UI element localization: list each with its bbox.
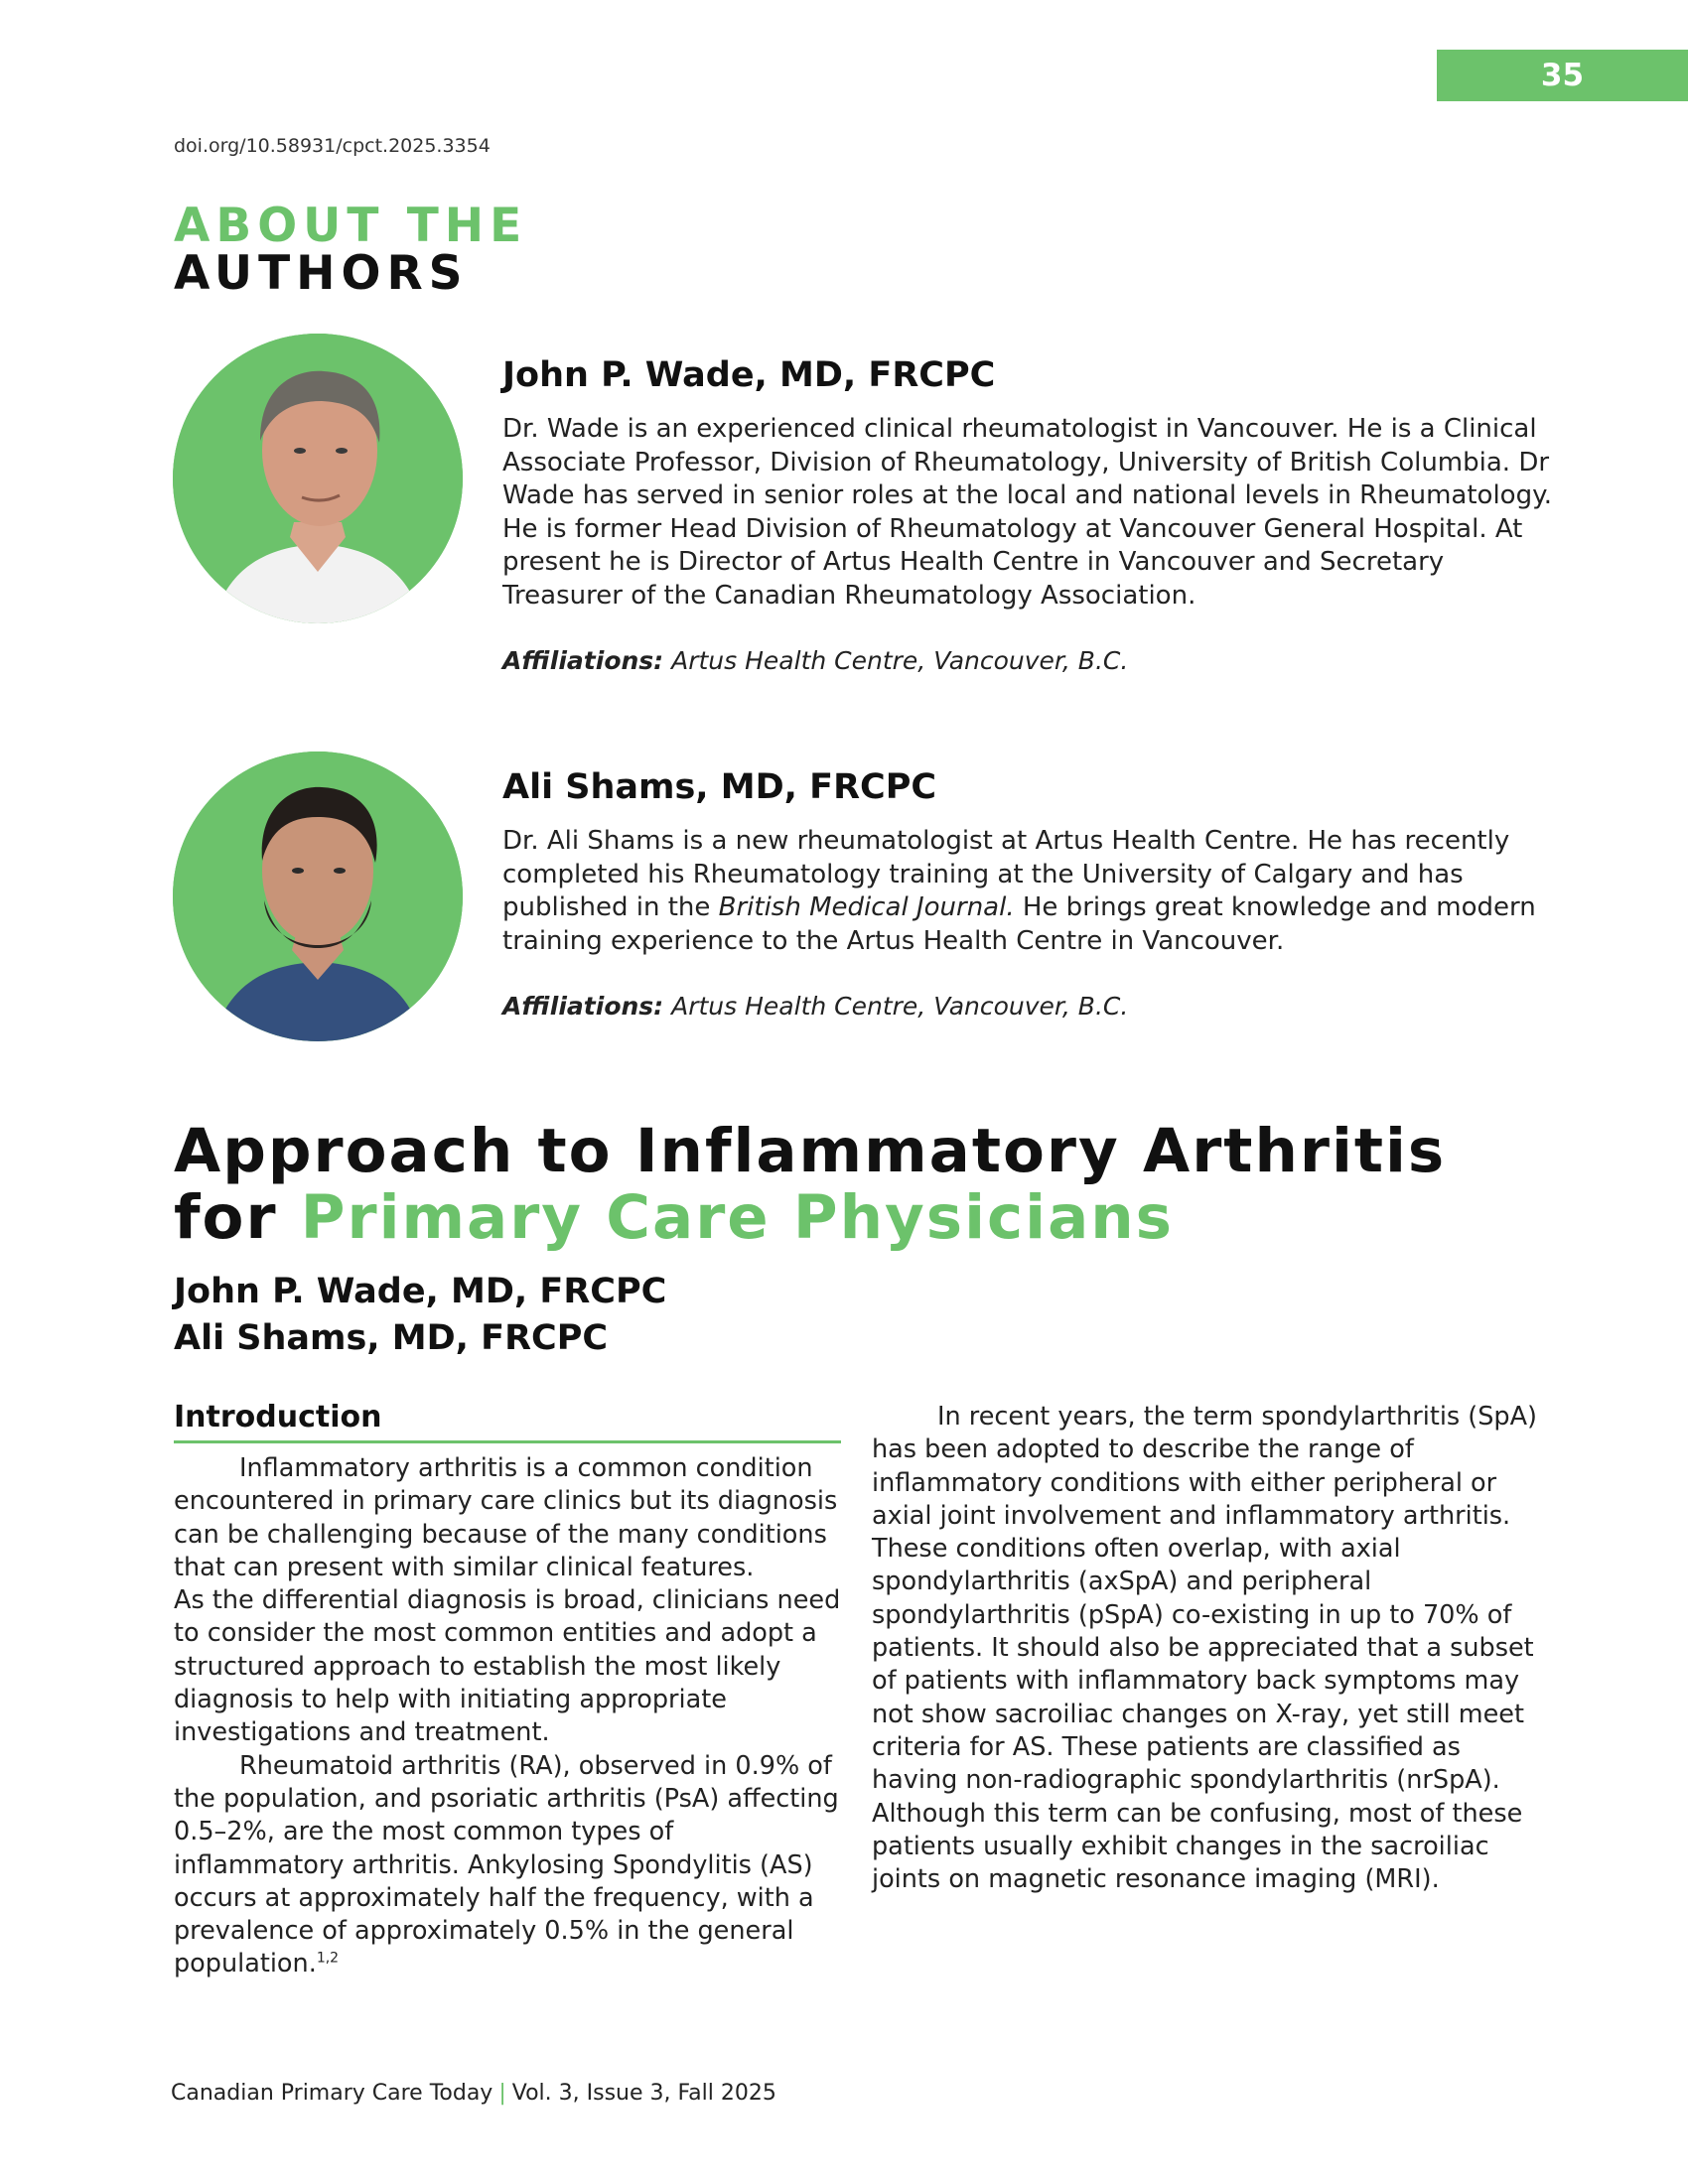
paragraph: In recent years, the term spondylarthritis (SpA) has been adopted to describe the range of inflammatory conditions with either peripheral or axial joint involvement and inflammatory arthritis. These conditions often overlap, with axial spondylarthritis (axSpA) and peripheral spondylarthritis (pSpA) co-existing in up to 70% of patients. It should also be appreciated that a subset of patients with inflammatory back symptoms may not show sacroiliac changes on X-ray, yet still meet criteria for AS. These patients are classified as having non-radiographic spondylarthritis (nrSpA). Although this term can be confusing, most of these patients usually exhibit changes in the sacroiliac joints on magnetic resonance imaging (MRI). [872,1402,1538,1895]
article-title-line1: Approach to Inflammatory Arthritis [174,1116,1447,1186]
paragraph [174,1750,849,1981]
article-title [174,1118,1446,1251]
footer-journal-name: Canadian Primary Care Today [171,2081,493,2106]
affiliation-value: Artus Health Centre, Vancouver, B.C. [671,646,1129,675]
byline-author-1: John P. Wade, MD, FRCPC [174,1272,667,1311]
section-heading-introduction: Introduction [174,1400,841,1443]
byline-author-2: Ali Shams, MD, FRCPC [174,1318,609,1358]
author-bio-wade: Dr. Wade is an experienced clinical rheumatologist in Vancouver. He is a Clinical Associate Professor, Division of Rheumatology, University of British Columbia. Dr Wade has served in senior roles at the local and national levels in Rheumatology. He is former Head Division of Rheumatology at Vancouver General Hospital. At present he is Director of Artus Health Centre in Vancouver and Secretary Treasurer of the Canadian Rheumatology Association. [502,414,1553,611]
author-affiliation-wade [502,646,1128,675]
article-title-for: for [174,1182,301,1253]
body-column-left [174,1452,849,1981]
body-column-right [872,1401,1547,1896]
author-photo-wade [173,334,463,623]
bio-journal-name: British Medical Journal. [718,892,1015,922]
paragraph-text: Rheumatoid arthritis (RA), observed in 0.9% of the population, and psoriatic arthritis (PsA) affecting 0.5–2%, are the most common types of inflammatory arthritis. Ankylosing Spondylitis (AS) occurs at approximately half the frequency, with a prevalence of approximately 0.5% in the general population. [174,1750,839,1979]
article-byline [174,1269,666,1362]
citation-superscript: 1,2 [316,1950,340,1967]
author-name-wade: John P. Wade, MD, FRCPC [502,355,996,395]
author-affiliation-shams [502,992,1128,1021]
page-number-badge: 35 [1437,50,1688,101]
footer-separator: | [498,2081,506,2106]
bio-text-part1: Dr. Ali Shams is a new rheumatologist at Artus Health Centre. He has recently completed his Rheumatology training at the University of Calgary and has published in the [502,826,1510,922]
paragraph: As the differential diagnosis is broad, clinicians need to consider the most common entities and adopt a structured approach to establish the most likely diagnosis to help with initiating appropriate investigations and treatment. [174,1585,841,1748]
affiliation-label: Affiliations: [502,646,664,675]
about-authors-heading [174,199,528,301]
article-title-line2 [174,1184,1446,1251]
article-title-highlight: Primary Care Physicians [300,1182,1174,1253]
footer-issue: Vol. 3, Issue 3, Fall 2025 [511,2081,776,2106]
page-footer [171,2081,776,2106]
author-bio-shams [502,825,1555,958]
author-photo-shams [173,751,463,1041]
about-heading-line2: AUTHORS [174,246,469,301]
about-heading-line1: ABOUT THE [174,199,528,253]
portrait-shams-image [173,751,463,1041]
affiliation-value: Artus Health Centre, Vancouver, B.C. [671,992,1129,1021]
bio-text-part2: He brings great knowledge and modern training experience to the Artus Health Centre in Vancouver. [502,892,1536,956]
author-name-shams: Ali Shams, MD, FRCPC [502,767,937,807]
doi-link[interactable]: doi.org/10.58931/cpct.2025.3354 [174,135,491,157]
affiliation-label: Affiliations: [502,992,664,1021]
portrait-wade-image [173,334,463,623]
paragraph: Inflammatory arthritis is a common condition encountered in primary care clinics but its diagnosis can be challenging because of the many conditions that can present with similar clinical features. [174,1453,838,1582]
